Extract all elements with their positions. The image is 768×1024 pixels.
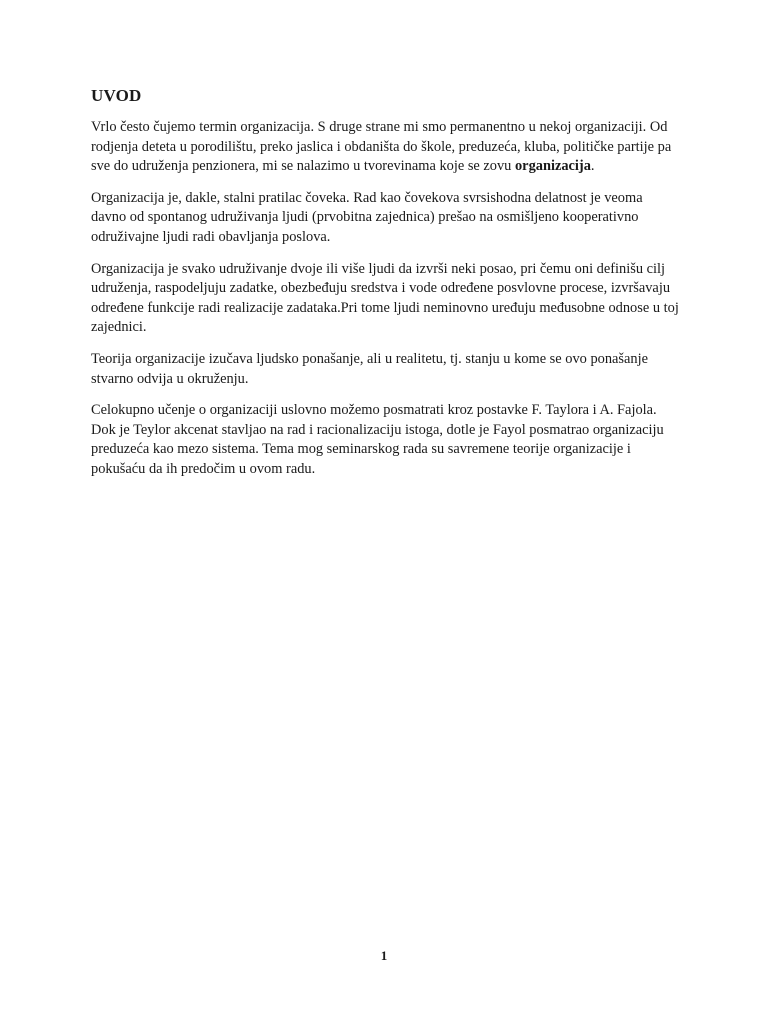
paragraph-1-end: .: [590, 158, 595, 175]
paragraph-2: Organizacija je, dakle, stalni pratilac čoveka. Rad kao čovekova svrsishodna delatnost je veoma davno od spontanog udruživanja ljudi (prvobitna zajednica) prešao na osmišljeno kooperativno odruživajne ljudi radi obavljanja poslova.: [91, 189, 643, 245]
paragraph-4: Teorija organizacije izučava ljudsko ponašanje, ali u realitetu, tj. stanju u kome se ovo ponašanje stvarno odvija u okruženju.: [91, 350, 648, 387]
page-number: 1: [380, 948, 388, 963]
paragraph-5: Celokupno učenje o organizaciji uslovno možemo posmatrati kroz postavke F. Taylora i A. Fajola. Dok je Teylor akcenat stavljao na rad i racionalizaciju istoga, dotle je Fayol posmatrao organizaciju preduzeća kao mezo sistema. Tema mog seminarskog rada su savremene teorije organizacije i pokušaću da ih predočim u ovom radu.: [91, 402, 664, 477]
paragraph-3: Organizacija je svako udruživanje dvoje ili više ljudi da izvrši neki posao, pri čemu oni definišu cilj udruženja, raspodeljuju zadatke, obezbeđuju sredstva i vode određene posvlovne procese, izvršavaju određene funkcije radi realizacije zadataka.Pri tome ljudi neminovno uređuju međusobne odnose u toj zajednici.: [91, 260, 679, 336]
paragraph-1-bold-term: organizacija: [514, 158, 591, 175]
paragraph-1-text: Vrlo često čujemo termin organizacija. S druge strane mi smo permanentno u nekoj organizaciji. Od rodjenja deteta u porodilištu, preko jaslica i obdaništa do škole, preduzeća, kluba, političke partije pa sve do udruženja penzionera, mi se nalazimo u tvorevinama koje se zovu: [91, 119, 672, 175]
section-heading: UVOD: [91, 86, 142, 105]
paragraph-1: [91, 118, 681, 177]
page-content: [91, 86, 681, 492]
